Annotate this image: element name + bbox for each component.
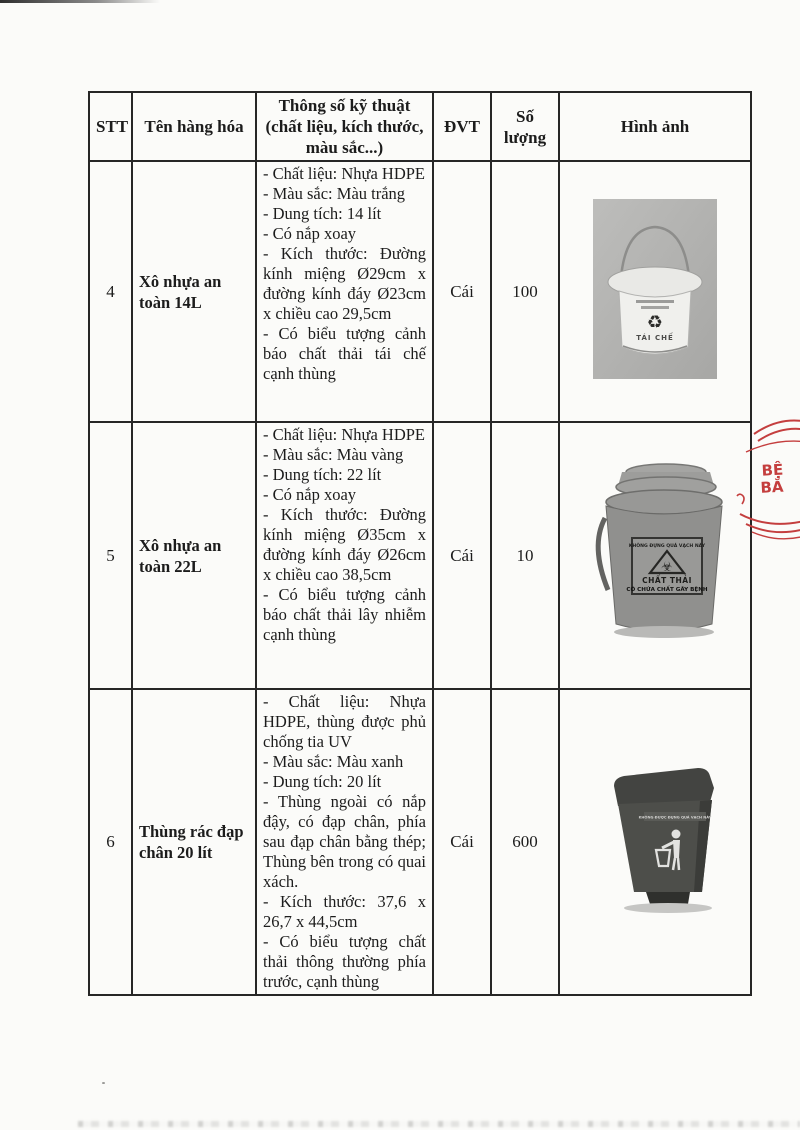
spec-item: - Dung tích: 14 lít bbox=[263, 204, 382, 223]
shadow bbox=[614, 626, 714, 638]
shadow bbox=[624, 903, 712, 913]
stamp-arc bbox=[752, 532, 800, 539]
spec-item: - Chất liệu: Nhựa HDPE, thùng được phủ chống tia UV bbox=[263, 692, 426, 751]
product-photo-safety-bucket-22l bbox=[580, 456, 746, 650]
stamp-arc bbox=[758, 429, 800, 441]
red-stamp-fragment bbox=[736, 408, 800, 548]
row6-stt: 6 bbox=[89, 689, 132, 995]
spec-item: - Chất liệu: Nhựa HDPE bbox=[263, 164, 426, 183]
table-row bbox=[89, 689, 751, 995]
spec-item: - Màu sắc: Màu trắng bbox=[263, 184, 406, 203]
spec-item: - Có nắp xoay bbox=[263, 485, 357, 504]
spec-item: - Màu sắc: Màu xanh bbox=[263, 752, 404, 771]
spec-item: - Kích thước: Đường kính miệng Ø35cm x đường kính đáy Ø26cm x chiều cao 38,5cm bbox=[263, 505, 426, 584]
product-photo-pedal-bin-20l bbox=[602, 762, 728, 918]
label-text-line bbox=[641, 306, 669, 309]
row6-product-name: Thùng rác đạp chân 20 lít bbox=[132, 689, 256, 995]
spec-item: - Có biểu tượng chất thải thông thường phía trước, cạnh thùng bbox=[263, 932, 426, 991]
spec-item: - Kích thước: Đường kính miệng Ø29cm x đường kính đáy Ø23cm x chiều cao 29,5cm bbox=[263, 244, 426, 323]
stamp-arc bbox=[740, 514, 800, 524]
row4-stt: 4 bbox=[89, 161, 132, 422]
scan-edge-artifact bbox=[78, 1121, 800, 1127]
row6-quantity: 600 bbox=[491, 689, 559, 995]
spec-item: - Kích thước: 37,6 x 26,7 x 44,5cm bbox=[263, 892, 426, 931]
stamp-text-line2: BẮ bbox=[760, 477, 784, 497]
bucket-handle bbox=[598, 518, 608, 590]
label-title: CHẤT THẢI bbox=[642, 576, 692, 585]
row6-specs bbox=[256, 689, 433, 995]
scan-edge-artifact bbox=[0, 0, 160, 3]
header-stt: STT bbox=[89, 92, 132, 161]
spec-item: - Chất liệu: Nhựa HDPE bbox=[263, 425, 426, 444]
label-text-line bbox=[636, 300, 674, 303]
row4-specs bbox=[256, 161, 433, 422]
label-band-text: KHÔNG ĐỰNG QUÁ VẠCH NÀY bbox=[628, 544, 706, 549]
stamp-text-line1: BỆ bbox=[761, 460, 784, 480]
row5-product-name: Xô nhựa an toàn 22L bbox=[132, 422, 256, 689]
spec-item: - Có biểu tượng cảnh báo chất thải tái chế cạnh thùng bbox=[263, 324, 426, 383]
row5-stt: 5 bbox=[89, 422, 132, 689]
recycle-icon: ♻ bbox=[646, 312, 664, 333]
header-specs: Thông số kỹ thuật (chất liệu, kích thước, màu sắc...) bbox=[256, 92, 433, 161]
band-text: KHÔNG ĐƯỢC ĐỰNG QUÁ VẠCH NÀY bbox=[638, 815, 712, 819]
header-unit: ĐVT bbox=[433, 92, 491, 161]
biohazard-icon: ☣ bbox=[661, 560, 673, 575]
row6-image-cell bbox=[559, 689, 751, 995]
stamp-mark bbox=[737, 494, 744, 504]
bin-lid bbox=[614, 768, 714, 806]
product-spec-table bbox=[88, 91, 752, 996]
row5-quantity: 10 bbox=[491, 422, 559, 689]
scan-speck bbox=[102, 1082, 105, 1084]
product-photo-safety-bucket-14l bbox=[593, 199, 717, 379]
table-header-row bbox=[89, 92, 751, 161]
spec-item: - Có biểu tượng cảnh báo chất thải lây nhiễm cạnh thùng bbox=[263, 585, 426, 644]
header-name: Tên hàng hóa bbox=[132, 92, 256, 161]
row4-product-name: Xô nhựa an toàn 14L bbox=[132, 161, 256, 422]
bin-pedal bbox=[646, 892, 690, 904]
row4-quantity: 100 bbox=[491, 161, 559, 422]
spec-item: - Dung tích: 20 lít bbox=[263, 772, 382, 791]
stamp-arc bbox=[746, 524, 800, 532]
label-subtitle: CÓ CHỨA CHẤT GÂY BỆNH bbox=[626, 587, 708, 593]
header-qty: Số lượng bbox=[491, 92, 559, 161]
header-image: Hình ảnh bbox=[559, 92, 751, 161]
row4-unit: Cái bbox=[433, 161, 491, 422]
table-row bbox=[89, 161, 751, 422]
stamp-arc bbox=[746, 441, 800, 452]
spec-item: - Có nắp xoay bbox=[263, 224, 357, 243]
row6-unit: Cái bbox=[433, 689, 491, 995]
spec-item: - Dung tích: 22 lít bbox=[263, 465, 382, 484]
photo-caption: TÁI CHẾ bbox=[636, 334, 674, 342]
spec-item: - Thùng ngoài có nắp đậy, có đạp chân, phía sau đạp chân bằng thép; Thùng bên trong có quai xách. bbox=[263, 792, 426, 891]
row5-specs bbox=[256, 422, 433, 689]
row5-image-cell bbox=[559, 422, 751, 689]
row4-image-cell bbox=[559, 161, 751, 422]
spec-item: - Màu sắc: Màu vàng bbox=[263, 445, 404, 464]
table-row bbox=[89, 422, 751, 689]
row5-unit: Cái bbox=[433, 422, 491, 689]
